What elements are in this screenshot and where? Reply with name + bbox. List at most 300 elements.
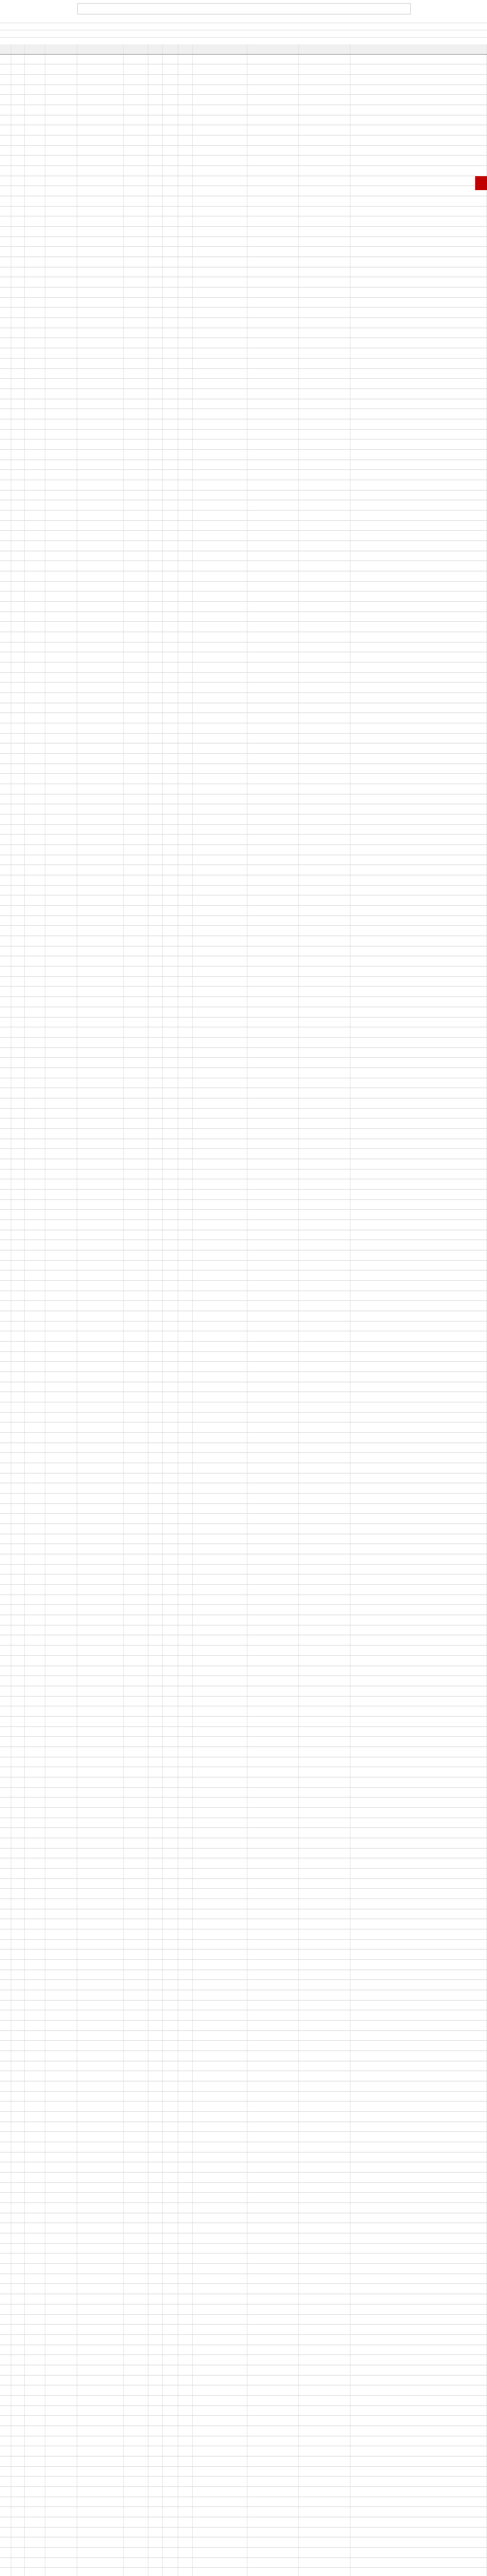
table-cell: [247, 1524, 299, 1534]
table-cell: [124, 1656, 148, 1666]
table-cell: [148, 2051, 163, 2061]
table-cell: [11, 2294, 25, 2304]
table-cell: [77, 1635, 124, 1645]
table-cell: [45, 987, 77, 996]
table-cell: [148, 247, 163, 257]
table-cell: [163, 2548, 178, 2557]
table-cell: [77, 1909, 124, 1919]
table-cell: [163, 1048, 178, 1058]
table-cell: [45, 2446, 77, 2456]
table-cell: [77, 1767, 124, 1777]
table-cell: [247, 804, 299, 814]
table-cell: [299, 2548, 350, 2557]
table-row: [0, 369, 487, 379]
table-cell: [247, 1798, 299, 1807]
table-cell: [45, 2142, 77, 2152]
table-cell: [0, 2092, 11, 2102]
table-cell: [299, 125, 350, 135]
table-cell: [178, 2507, 193, 2517]
table-cell: [45, 1595, 77, 1605]
table-cell: [11, 399, 25, 409]
table-cell: [163, 95, 178, 105]
table-cell: [350, 2061, 487, 2071]
table-cell: [163, 855, 178, 865]
table-cell: [163, 693, 178, 703]
table-cell: [247, 713, 299, 723]
table-cell: [11, 1727, 25, 1737]
table-cell: [25, 1574, 45, 1584]
table-cell: [25, 2548, 45, 2557]
table-cell: [178, 2517, 193, 2527]
table-row: [0, 2487, 487, 2497]
table-cell: [148, 541, 163, 551]
table-cell: [77, 2253, 124, 2263]
table-cell: [25, 2264, 45, 2274]
table-cell: [193, 328, 247, 338]
column-header: [148, 44, 163, 54]
table-cell: [0, 1200, 11, 1210]
table-cell: [0, 2284, 11, 2294]
table-cell: [299, 1483, 350, 1493]
table-cell: [148, 227, 163, 236]
table-cell: [178, 1767, 193, 1777]
table-cell: [350, 1098, 487, 1108]
table-cell: [45, 1068, 77, 1078]
table-cell: [77, 85, 124, 95]
table-cell: [299, 804, 350, 814]
table-cell: [25, 1706, 45, 1716]
table-cell: [299, 55, 350, 64]
table-cell: [350, 1950, 487, 1959]
table-cell: [77, 2041, 124, 2050]
table-cell: [25, 1331, 45, 1341]
table-cell: [148, 135, 163, 145]
table-cell: [0, 1605, 11, 1615]
table-cell: [193, 1635, 247, 1645]
table-cell: [178, 2345, 193, 2355]
table-cell: [25, 591, 45, 601]
table-cell: [25, 1635, 45, 1645]
table-cell: [350, 1818, 487, 1828]
table-cell: [193, 2213, 247, 2223]
table-cell: [178, 1220, 193, 1230]
table-cell: [77, 2517, 124, 2527]
table-row: [0, 2051, 487, 2061]
table-cell: [193, 2304, 247, 2314]
table-cell: [148, 895, 163, 905]
table-cell: [163, 1635, 178, 1645]
table-cell: [247, 1200, 299, 1210]
table-cell: [124, 1007, 148, 1017]
table-cell: [11, 1007, 25, 1017]
table-cell: [25, 875, 45, 885]
table-cell: [25, 1838, 45, 1848]
table-cell: [11, 1281, 25, 1291]
table-cell: [11, 2112, 25, 2122]
table-cell: [178, 1757, 193, 1767]
table-row: [0, 470, 487, 480]
table-cell: [299, 2274, 350, 2284]
table-cell: [148, 1554, 163, 1564]
table-cell: [178, 186, 193, 196]
table-cell: [45, 1007, 77, 1017]
table-cell: [77, 1139, 124, 1149]
table-cell: [163, 1027, 178, 1037]
table-cell: [193, 1301, 247, 1311]
table-cell: [163, 1038, 178, 1047]
table-cell: [350, 2416, 487, 2426]
table-cell: [350, 2315, 487, 2325]
table-cell: [124, 1058, 148, 1067]
table-cell: [299, 379, 350, 388]
table-cell: [0, 450, 11, 460]
table-cell: [0, 754, 11, 764]
table-cell: [124, 115, 148, 125]
table-cell: [178, 551, 193, 561]
table-cell: [163, 1697, 178, 1706]
table-cell: [77, 1372, 124, 1382]
table-cell: [45, 1686, 77, 1696]
table-cell: [247, 1595, 299, 1605]
table-cell: [77, 1717, 124, 1726]
table-cell: [247, 439, 299, 449]
table-cell: [148, 75, 163, 84]
table-cell: [350, 926, 487, 936]
table-row: [0, 2142, 487, 2153]
table-cell: [299, 115, 350, 125]
table-cell: [148, 1179, 163, 1189]
table-cell: [25, 1727, 45, 1737]
table-cell: [0, 734, 11, 743]
table-cell: [124, 146, 148, 156]
table-cell: [299, 1757, 350, 1767]
table-cell: [193, 2041, 247, 2050]
table-cell: [299, 369, 350, 379]
table-cell: [0, 287, 11, 297]
table-cell: [77, 2528, 124, 2537]
table-cell: [193, 1007, 247, 1017]
table-cell: [299, 1078, 350, 1088]
table-cell: [350, 673, 487, 683]
table-cell: [148, 500, 163, 510]
table-cell: [247, 2112, 299, 2122]
table-cell: [193, 115, 247, 125]
table-cell: [11, 663, 25, 672]
table-cell: [148, 287, 163, 297]
table-cell: [350, 794, 487, 804]
table-cell: [124, 369, 148, 379]
table-cell: [163, 125, 178, 135]
table-row: [0, 1109, 487, 1119]
table-cell: [193, 531, 247, 540]
table-cell: [299, 2193, 350, 2202]
table-cell: [11, 1798, 25, 1807]
table-cell: [193, 895, 247, 905]
table-cell: [299, 1129, 350, 1139]
table-cell: [45, 977, 77, 987]
table-cell: [0, 1869, 11, 1878]
table-cell: [148, 2021, 163, 2030]
table-cell: [0, 1453, 11, 1463]
table-cell: [193, 277, 247, 287]
table-cell: [247, 277, 299, 287]
table-cell: [350, 2294, 487, 2304]
table-cell: [11, 1767, 25, 1777]
table-cell: [247, 1858, 299, 1868]
table-cell: [45, 1574, 77, 1584]
table-cell: [299, 2456, 350, 2466]
table-cell: [45, 2436, 77, 2446]
table-cell: [11, 1170, 25, 1179]
table-cell: [178, 987, 193, 996]
table-cell: [193, 2173, 247, 2182]
table-cell: [0, 308, 11, 317]
table-cell: [350, 1179, 487, 1189]
table-cell: [45, 2477, 77, 2486]
table-row: [0, 156, 487, 166]
table-cell: [350, 1159, 487, 1169]
table-cell: [178, 1463, 193, 1473]
table-cell: [178, 663, 193, 672]
table-cell: [0, 1828, 11, 1838]
table-cell: [163, 237, 178, 247]
table-cell: [178, 389, 193, 399]
table-cell: [148, 216, 163, 226]
table-cell: [11, 2446, 25, 2456]
table-cell: [178, 1331, 193, 1341]
table-cell: [11, 2497, 25, 2507]
table-cell: [350, 348, 487, 358]
table-cell: [163, 815, 178, 824]
table-cell: [178, 1402, 193, 1412]
table-cell: [25, 2061, 45, 2071]
table-cell: [0, 1291, 11, 1301]
table-cell: [11, 1443, 25, 1453]
table-cell: [11, 1129, 25, 1139]
table-cell: [0, 1544, 11, 1554]
table-cell: [247, 602, 299, 612]
table-cell: [77, 1777, 124, 1787]
table-cell: [193, 1554, 247, 1564]
table-cell: [299, 1372, 350, 1382]
table-cell: [45, 734, 77, 743]
table-cell: [350, 2253, 487, 2263]
table-cell: [299, 2031, 350, 2041]
table-cell: [124, 895, 148, 905]
table-cell: [193, 784, 247, 794]
table-cell: [247, 2183, 299, 2193]
table-cell: [163, 794, 178, 804]
table-cell: [11, 186, 25, 196]
table-cell: [25, 693, 45, 703]
table-cell: [148, 1504, 163, 1514]
table-cell: [148, 754, 163, 764]
table-cell: [350, 2031, 487, 2041]
table-cell: [163, 602, 178, 612]
table-cell: [148, 369, 163, 379]
table-cell: [25, 1261, 45, 1270]
table-cell: [0, 2294, 11, 2304]
table-cell: [124, 956, 148, 966]
table-cell: [0, 713, 11, 723]
table-cell: [163, 1798, 178, 1807]
table-cell: [247, 1574, 299, 1584]
table-cell: [77, 754, 124, 764]
table-cell: [193, 1018, 247, 1027]
table-cell: [163, 2183, 178, 2193]
table-cell: [178, 1018, 193, 1027]
table-cell: [350, 2041, 487, 2050]
table-cell: [11, 1899, 25, 1909]
table-cell: [193, 2092, 247, 2102]
table-cell: [178, 2456, 193, 2466]
table-cell: [299, 1473, 350, 1483]
table-cell: [163, 430, 178, 439]
table-cell: [148, 1261, 163, 1270]
table-row: [0, 794, 487, 805]
table-cell: [25, 419, 45, 429]
table-cell: [350, 997, 487, 1007]
table-cell: [299, 419, 350, 429]
table-cell: [77, 328, 124, 338]
table-cell: [124, 430, 148, 439]
table-cell: [124, 2548, 148, 2557]
table-cell: [247, 1980, 299, 1990]
table-cell: [163, 521, 178, 531]
table-row: [0, 1990, 487, 2001]
table-cell: [45, 1240, 77, 1250]
table-cell: [11, 1960, 25, 1970]
table-cell: [163, 166, 178, 176]
table-cell: [178, 1170, 193, 1179]
table-cell: [163, 561, 178, 571]
table-cell: [178, 2284, 193, 2294]
table-cell: [25, 55, 45, 64]
table-cell: [11, 2467, 25, 2477]
table-cell: [163, 409, 178, 419]
table-cell: [193, 1422, 247, 1432]
table-cell: [25, 247, 45, 257]
table-row: [0, 1980, 487, 1990]
table-cell: [77, 2051, 124, 2061]
table-cell: [350, 855, 487, 865]
table-cell: [25, 135, 45, 145]
table-cell: [247, 2264, 299, 2274]
table-cell: [148, 237, 163, 247]
table-cell: [163, 784, 178, 794]
table-cell: [350, 2203, 487, 2213]
table-cell: [77, 1250, 124, 1260]
table-row: [0, 1849, 487, 1859]
table-cell: [45, 1697, 77, 1706]
table-cell: [247, 2568, 299, 2576]
table-cell: [299, 1048, 350, 1058]
table-cell: [77, 2284, 124, 2294]
table-cell: [193, 1849, 247, 1858]
sheet-title: [77, 3, 411, 14]
table-cell: [124, 2092, 148, 2102]
table-cell: [45, 2558, 77, 2568]
table-cell: [247, 1210, 299, 1219]
table-cell: [247, 946, 299, 956]
table-cell: [25, 764, 45, 774]
table-cell: [148, 2325, 163, 2334]
table-cell: [193, 1909, 247, 1919]
table-cell: [11, 703, 25, 713]
table-cell: [0, 561, 11, 571]
table-cell: [45, 1139, 77, 1149]
table-cell: [247, 1220, 299, 1230]
table-cell: [148, 2365, 163, 2375]
table-cell: [148, 2376, 163, 2385]
table-cell: [299, 1352, 350, 1362]
table-cell: [124, 166, 148, 176]
table-cell: [124, 551, 148, 561]
table-cell: [77, 2173, 124, 2182]
table-cell: [299, 287, 350, 297]
table-cell: [0, 683, 11, 692]
table-cell: [299, 267, 350, 277]
table-cell: [247, 1514, 299, 1523]
table-cell: [193, 1534, 247, 1544]
table-cell: [299, 2142, 350, 2152]
table-cell: [163, 1392, 178, 1402]
table-cell: [77, 1473, 124, 1483]
table-cell: [178, 1950, 193, 1959]
table-cell: [193, 703, 247, 713]
table-cell: [247, 1504, 299, 1514]
table-cell: [25, 2041, 45, 2050]
table-cell: [247, 2487, 299, 2497]
table-cell: [247, 1048, 299, 1058]
table-cell: [163, 1879, 178, 1889]
table-cell: [247, 2548, 299, 2557]
table-row: [0, 1027, 487, 1038]
table-cell: [77, 1808, 124, 1818]
table-cell: [0, 125, 11, 135]
table-cell: [0, 1149, 11, 1159]
table-cell: [193, 1767, 247, 1777]
table-cell: [77, 298, 124, 308]
table-cell: [0, 1889, 11, 1899]
table-cell: [193, 845, 247, 855]
table-cell: [163, 1838, 178, 1848]
table-cell: [148, 693, 163, 703]
table-cell: [124, 977, 148, 987]
table-row: [0, 2315, 487, 2325]
table-row: [0, 2325, 487, 2335]
table-cell: [193, 541, 247, 551]
table-cell: [77, 1433, 124, 1443]
table-cell: [163, 1869, 178, 1878]
table-cell: [77, 277, 124, 287]
table-cell: [193, 2517, 247, 2527]
table-cell: [77, 1869, 124, 1878]
table-cell: [193, 480, 247, 490]
table-cell: [163, 2497, 178, 2507]
table-cell: [247, 1919, 299, 1929]
table-cell: [163, 571, 178, 581]
table-cell: [350, 85, 487, 95]
table-cell: [299, 906, 350, 916]
table-cell: [299, 1422, 350, 1432]
table-cell: [163, 642, 178, 652]
table-cell: [25, 2092, 45, 2102]
table-cell: [178, 1038, 193, 1047]
table-cell: [350, 2153, 487, 2162]
table-cell: [299, 480, 350, 490]
table-cell: [350, 2193, 487, 2202]
